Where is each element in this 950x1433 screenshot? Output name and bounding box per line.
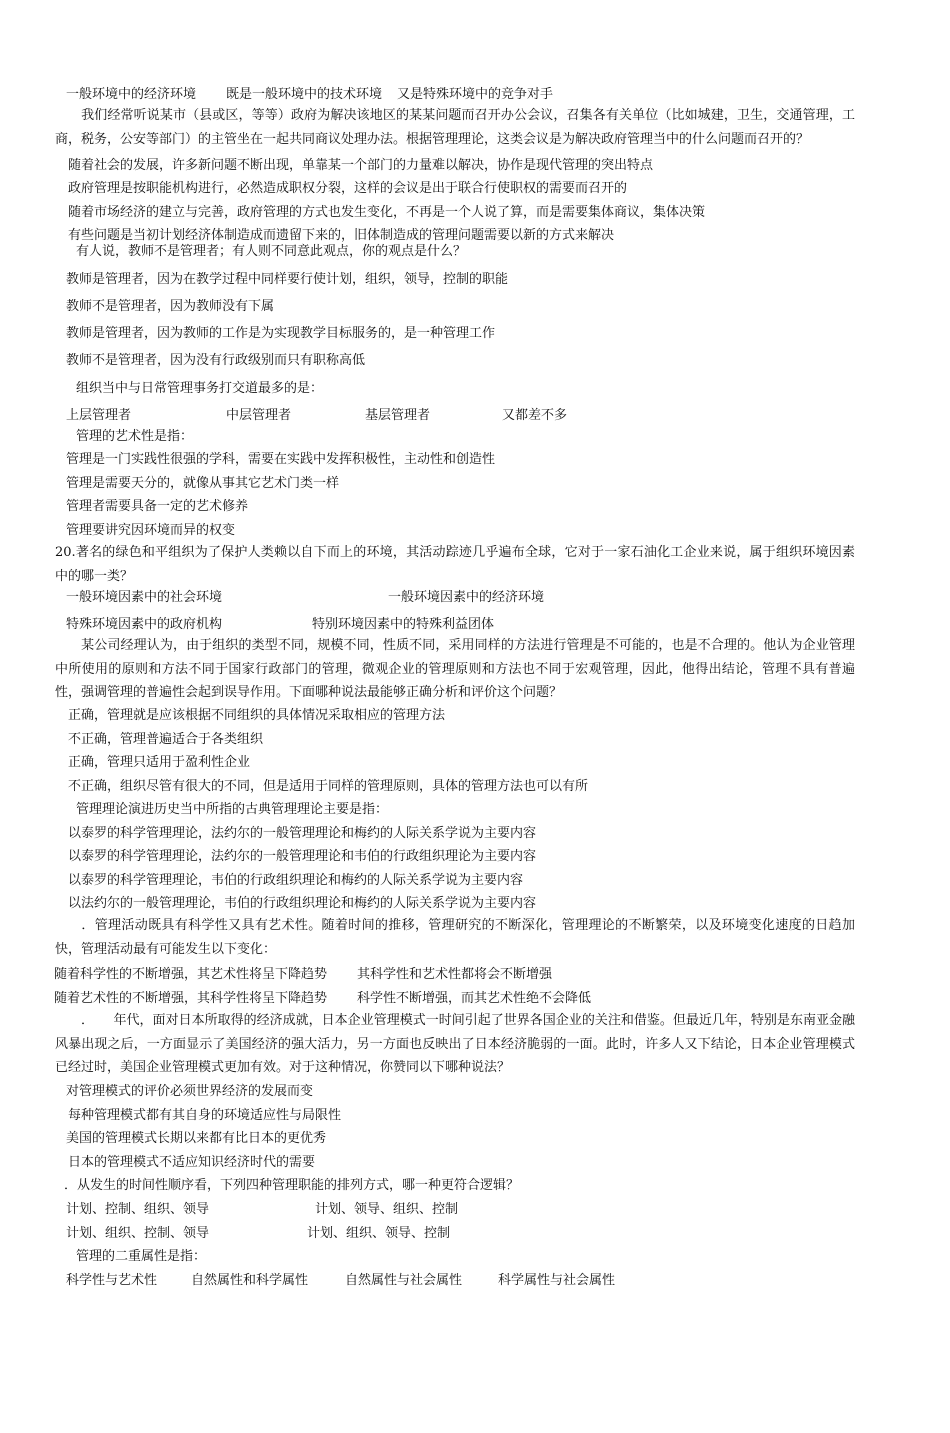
option-text: 管理者需要具备一定的艺术修养 [66,499,249,514]
option-text: 有些问题是当初计划经济体制造成而遗留下来的，旧体制造成的管理问题需要以新的方式来解决 [68,228,615,243]
question-text: 20.著名的绿色和平组织为了保护人类赖以自下而上的环境，其活动踪迹几乎遍布全球，它对于一家石油化工企业来说，属于组织环境因素中的哪一类？ [55,545,855,584]
option-text: 对管理模式的评价必须世界经济的发展而变 [66,1084,314,1099]
option-text: 教师是管理者，因为在教学过程中同样要行使计划，组织，领导，控制的职能 [66,272,509,287]
option-text: 每种管理模式都有其自身的环境适应性与局限性 [68,1108,342,1123]
option-text: 随着社会的发展，许多新问题不断出现，单靠某一个部门的力量难以解决，协作是现代管理的突出特点 [68,158,654,173]
question-text: ．从发生的时间性顺序看，下列四种管理职能的排列方式，哪一种更符合逻辑？ [64,1178,520,1193]
option-text: 一般环境中的经济环境 [66,87,197,102]
option-text: 以泰罗的科学管理理论，法约尔的一般管理理论和韦伯的行政组织理论为主要内容 [68,849,537,864]
question-text: 管理的艺术性是指： [76,429,194,444]
option-text: 正确，管理只适用于盈利性企业 [68,755,251,770]
option-text: 管理是需要天分的，就像从事其它艺术门类一样 [66,476,340,491]
question-text: 组织当中与日常管理事务打交道最多的是： [76,381,324,396]
option-text: 计划、组织、领导、控制 [307,1226,451,1241]
option-text: 正确，管理就是应该根据不同组织的具体情况采取相应的管理方法 [68,708,446,723]
option-text: 其科学性和艺术性都将会不断增强 [357,967,553,982]
option-text: 随着科学性的不断增强，其艺术性将呈下降趋势 [54,967,328,982]
option-text: 特别环境因素中的特殊利益团体 [312,617,495,632]
option-text: 一般环境因素中的社会环境 [66,590,223,605]
option-text: 随着艺术性的不断增强，其科学性将呈下降趋势 [54,991,328,1006]
question-text: 管理理论演进历史当中所指的古典管理理论主要是指： [76,802,389,817]
option-text: 科学性不断增强，而其艺术性绝不会降低 [357,991,592,1006]
option-text: 中层管理者 [226,408,292,423]
option-text: 不正确，组织尽管有很大的不同，但是适用于同样的管理原则，具体的管理方法也可以有所 [68,779,589,794]
option-text: 教师不是管理者，因为没有行政级别而只有职称高低 [66,353,366,368]
option-text: 以泰罗的科学管理理论，法约尔的一般管理理论和梅约的人际关系学说为主要内容 [68,826,537,841]
option-text: 科学属性与社会属性 [498,1273,616,1288]
option-text: 又都差不多 [502,408,568,423]
option-text: 上层管理者 [66,408,132,423]
option-text: 计划、控制、组织、领导 [66,1202,210,1217]
option-text: 以泰罗的科学管理理论，韦伯的行政组织理论和梅约的人际关系学说为主要内容 [68,873,524,888]
option-text: 自然属性和科学属性 [191,1273,309,1288]
option-text: 管理是一门实践性很强的学科，需要在实践中发挥积极性，主动性和创造性 [66,452,496,467]
option-text: 以法约尔的一般管理理论，韦伯的行政组织理论和梅约的人际关系学说为主要内容 [68,896,537,911]
question-text: 某公司经理认为，由于组织的类型不同，规模不同，性质不同，采用同样的方法进行管理是不可能的，也是不合理的。他认为企业管理中所使用的原则和方法不同于国家行政部门的管理，微观企业的管理原则和方法也不同于宏观管理，因此，他得出结论，管理不具有普遍性，强调管理的普遍性会起到误导作用。下面哪种说法最能够正确分析和评价这个问题？ [55,638,855,700]
option-text: 教师是管理者，因为教师的工作是为实现教学目标服务的，是一种管理工作 [66,326,496,341]
question-text: 管理的二重属性是指： [76,1249,207,1264]
option-text: 特殊环境因素中的政府机构 [66,617,223,632]
option-text: 科学性与艺术性 [66,1273,158,1288]
option-text: 计划、领导、组织、控制 [315,1202,459,1217]
option-text: 自然属性与社会属性 [345,1273,463,1288]
option-text: 既是一般环境中的技术环境 [226,87,383,102]
option-text: 又是特殊环境中的竞争对手 [397,87,554,102]
option-text: 日本的管理模式不适应知识经济时代的需要 [68,1155,316,1170]
option-text: 基层管理者 [365,408,431,423]
option-text: 随着市场经济的建立与完善，政府管理的方式也发生变化，不再是一个人说了算，而是需要集体商议，集体决策 [68,205,706,220]
option-text: 教师不是管理者，因为教师没有下属 [66,299,275,314]
option-text: 计划、组织、控制、领导 [66,1226,210,1241]
question-text: 有人说，教师不是管理者；有人则不同意此观点，你的观点是什么？ [76,244,467,259]
option-text: 美国的管理模式长期以来都有比日本的更优秀 [66,1131,327,1146]
option-text: 不正确，管理普遍适合于各类组织 [68,732,264,747]
question-text: ．管理活动既具有科学性又具有艺术性。随着时间的推移，管理研究的不断深化，管理理论的不断繁荣，以及环境变化速度的日趋加快，管理活动最有可能发生以下变化： [55,918,855,957]
question-text: 我们经常听说某市（县或区，等等）政府为解决该地区的某某问题而召开办公会议，召集各有关单位（比如城建，卫生，交通管理，工商，税务，公安等部门）的主管坐在一起共同商议处理办法。根据管理理论，这类会议是为解决政府管理当中的什么问题而召开的？ [55,108,855,147]
option-text: 一般环境因素中的经济环境 [388,590,545,605]
option-text: 政府管理是按职能机构进行，必然造成职权分裂，这样的会议是出于联合行使职权的需要而召开的 [68,181,628,196]
option-text: 管理要讲究因环境而异的权变 [66,523,236,538]
question-text: ． 年代，面对日本所取得的经济成就，日本企业管理模式一时间引起了世界各国企业的关注和借鉴。但最近几年，特别是东南亚金融风暴出现之后，一方面显示了美国经济的强大活力，另一方面也反映出了日本经济脆弱的一面。此时，许多人又下结论，日本企业管理模式已经过时，美国企业管理模式更加有效。对于这种情况，你赞同以下哪种说法？ [55,1013,855,1075]
